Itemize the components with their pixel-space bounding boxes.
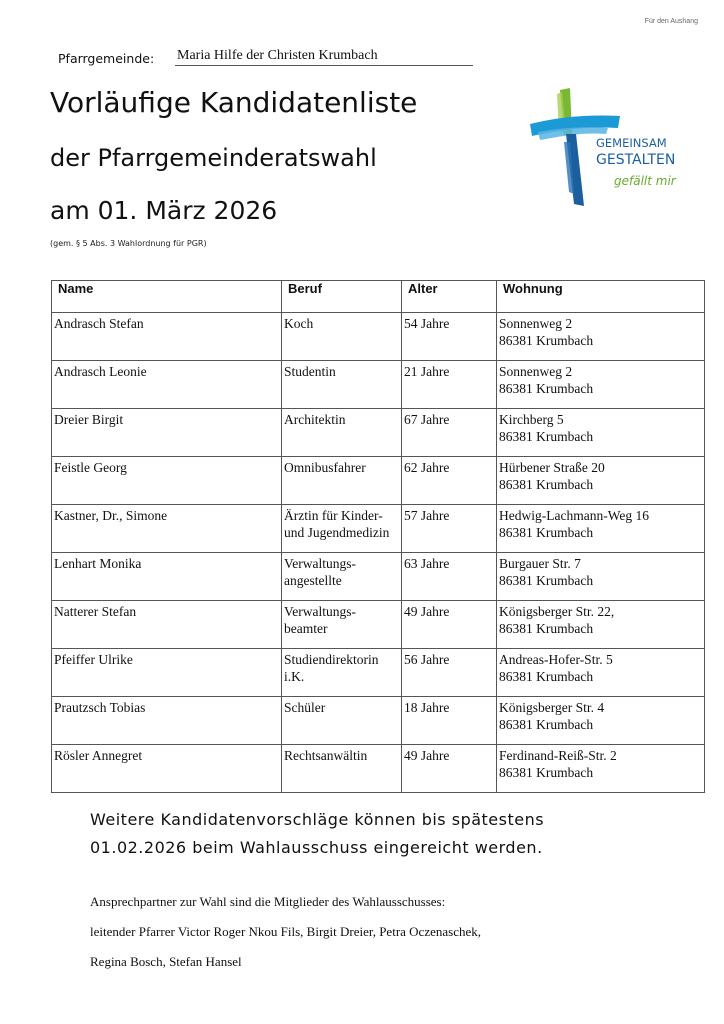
table-row	[52, 409, 705, 457]
title-line-1: Vorläufige Kandidatenliste	[50, 86, 418, 119]
notice-line-1: Weitere Kandidatenvorschläge können bis spätestens	[90, 810, 545, 829]
contact-line-3: Regina Bosch, Stefan Hansel	[90, 954, 242, 969]
logo-text-gestalten: GESTALTEN	[596, 152, 676, 168]
cell-age: 67 Jahre	[402, 409, 497, 457]
cell-age: 49 Jahre	[402, 745, 497, 793]
cell-name: Pfeiffer Ulrike	[52, 649, 282, 697]
campaign-logo	[524, 84, 694, 212]
table-row	[52, 745, 705, 793]
cell-address: Sonnenweg 2 86381 Krumbach	[497, 313, 705, 361]
table-row	[52, 601, 705, 649]
logo-text-slogan: gefällt mir	[614, 174, 676, 188]
cell-address: Andreas-Hofer-Str. 5 86381 Krumbach	[497, 649, 705, 697]
cell-occupation: Rechtsanwältin	[282, 745, 402, 793]
cell-name: Feistle Georg	[52, 457, 282, 505]
cell-age: 63 Jahre	[402, 553, 497, 601]
notice-line-2: 01.02.2026 beim Wahlausschuss eingereicht werden.	[90, 838, 543, 857]
header-occupation: Beruf	[282, 281, 402, 313]
table-row	[52, 313, 705, 361]
contact-line-1: Ansprechpartner zur Wahl sind die Mitglieder des Wahlausschusses:	[90, 894, 446, 909]
cell-occupation: Verwaltungs- angestellte	[282, 553, 402, 601]
cell-age: 21 Jahre	[402, 361, 497, 409]
cell-occupation: Ärztin für Kinder- und Jugendmedizin	[282, 505, 402, 553]
header-name: Name	[52, 281, 282, 313]
cell-age: 57 Jahre	[402, 505, 497, 553]
cell-name: Prautzsch Tobias	[52, 697, 282, 745]
cell-address: Hedwig-Lachmann-Weg 16 86381 Krumbach	[497, 505, 705, 553]
table-row	[52, 505, 705, 553]
cell-occupation: Studiendirektorin i.K.	[282, 649, 402, 697]
cell-name: Rösler Annegret	[52, 745, 282, 793]
cell-occupation: Architektin	[282, 409, 402, 457]
parish-label: Pfarrgemeinde:	[58, 51, 155, 66]
cell-address: Sonnenweg 2 86381 Krumbach	[497, 361, 705, 409]
cell-occupation: Studentin	[282, 361, 402, 409]
cell-address: Ferdinand-Reiß-Str. 2 86381 Krumbach	[497, 745, 705, 793]
cell-address: Burgauer Str. 7 86381 Krumbach	[497, 553, 705, 601]
title-line-3: am 01. März 2026	[50, 196, 278, 225]
cell-address: Hürbener Straße 20 86381 Krumbach	[497, 457, 705, 505]
cell-address: Königsberger Str. 4 86381 Krumbach	[497, 697, 705, 745]
regulation-reference: (gem. § 5 Abs. 3 Wahlordnung für PGR)	[50, 239, 207, 248]
header-residence: Wohnung	[497, 281, 705, 313]
table-row	[52, 649, 705, 697]
cell-age: 54 Jahre	[402, 313, 497, 361]
cell-name: Andrasch Stefan	[52, 313, 282, 361]
posting-note: Für den Aushang	[644, 18, 698, 25]
cell-occupation: Verwaltungs- beamter	[282, 601, 402, 649]
title-line-2: der Pfarrgemeinderatswahl	[50, 144, 377, 172]
candidate-table	[51, 280, 705, 793]
table-row	[52, 553, 705, 601]
header-age: Alter	[402, 281, 497, 313]
table-row	[52, 361, 705, 409]
cell-address: Kirchberg 5 86381 Krumbach	[497, 409, 705, 457]
logo-text-gemeinsam: GEMEINSAM	[596, 136, 667, 150]
cell-name: Natterer Stefan	[52, 601, 282, 649]
cell-name: Andrasch Leonie	[52, 361, 282, 409]
cell-age: 62 Jahre	[402, 457, 497, 505]
cell-occupation: Omnibusfahrer	[282, 457, 402, 505]
table-row	[52, 457, 705, 505]
contact-line-2: leitender Pfarrer Victor Roger Nkou Fils, Birgit Dreier, Petra Oczenaschek,	[90, 924, 481, 939]
cell-name: Dreier Birgit	[52, 409, 282, 457]
cell-address: Königsberger Str. 22, 86381 Krumbach	[497, 601, 705, 649]
parish-row	[58, 48, 473, 66]
deadline-notice	[90, 806, 650, 862]
table-header-row	[52, 281, 705, 313]
cell-age: 56 Jahre	[402, 649, 497, 697]
table-row	[52, 697, 705, 745]
parish-name: Maria Hilfe der Christen Krumbach	[175, 48, 473, 66]
cell-age: 49 Jahre	[402, 601, 497, 649]
cell-occupation: Schüler	[282, 697, 402, 745]
cell-name: Lenhart Monika	[52, 553, 282, 601]
cell-occupation: Koch	[282, 313, 402, 361]
cell-age: 18 Jahre	[402, 697, 497, 745]
cell-name: Kastner, Dr., Simone	[52, 505, 282, 553]
